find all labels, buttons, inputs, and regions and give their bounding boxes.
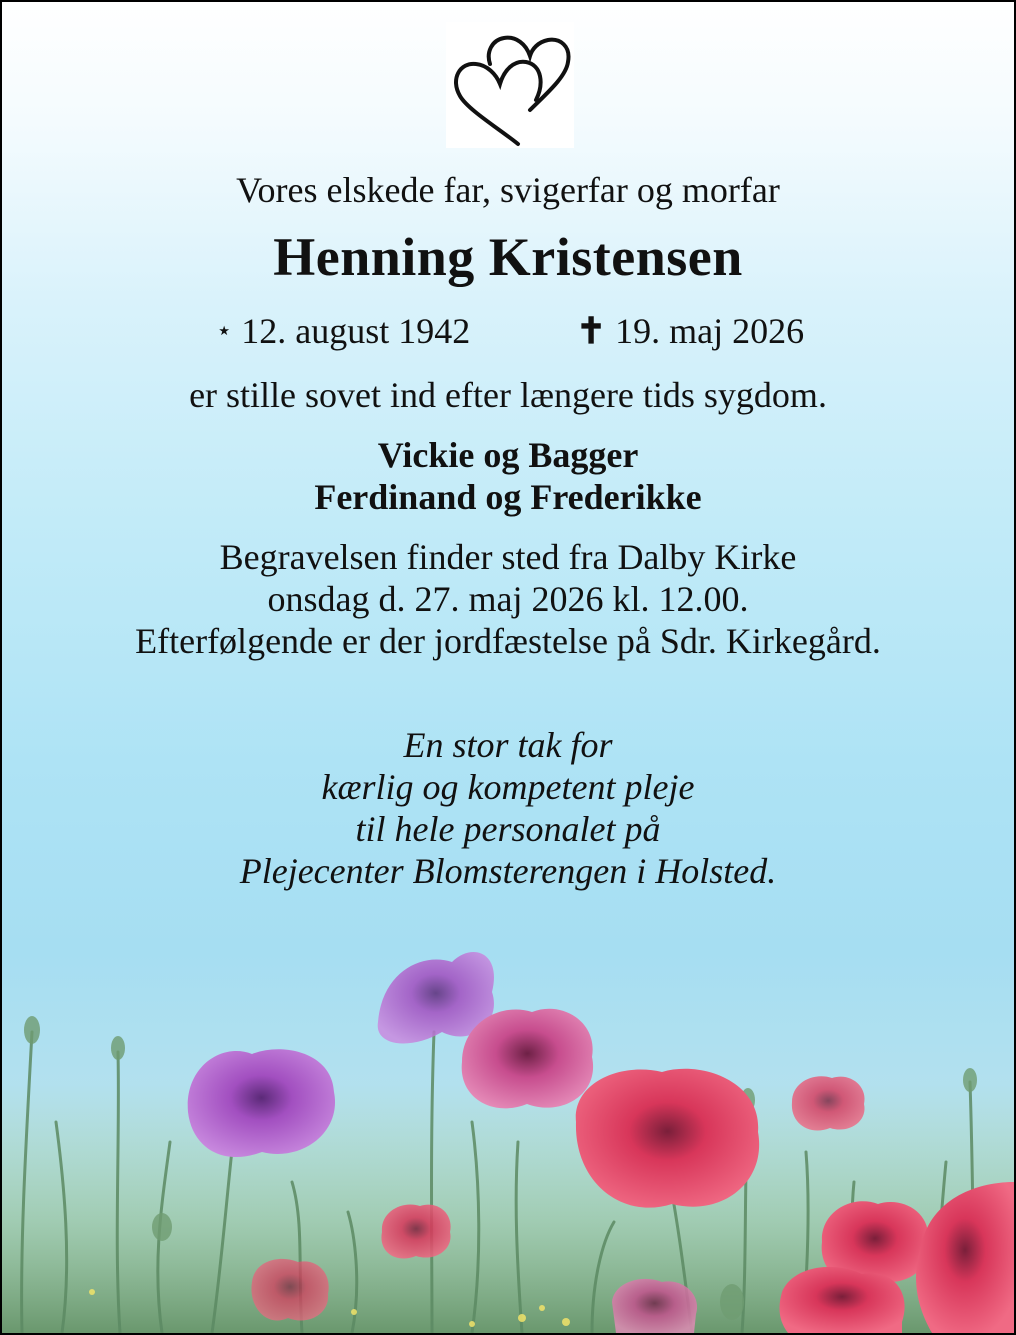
cross-icon: ✝ xyxy=(576,311,607,351)
passing-phrase: er stille sovet ind efter længere tids sygdom. xyxy=(189,375,827,415)
two-hearts-icon xyxy=(446,22,574,148)
thanks-line: til hele personalet på xyxy=(355,809,661,849)
star-icon: ⋆ xyxy=(216,316,233,345)
birth-date-text: 12. august 1942 xyxy=(241,311,471,351)
funeral-line: onsdag d. 27. maj 2026 kl. 12.00. xyxy=(267,579,749,619)
death-date-text: 19. maj 2026 xyxy=(615,311,805,351)
intro-text: Vores elskede far, svigerfar og morfar xyxy=(236,170,780,210)
thanks-line: kærlig og kompetent pleje xyxy=(321,767,695,807)
poppy-field-image xyxy=(2,882,1014,1333)
deceased-name: Henning Kristensen xyxy=(273,227,743,287)
life-dates xyxy=(2,310,1014,354)
thanks-line: Plejecenter Blomsterengen i Holsted. xyxy=(239,851,777,891)
birth-date xyxy=(216,310,470,352)
thanks-line: En stor tak for xyxy=(403,725,613,765)
death-date xyxy=(576,310,804,352)
family-line: Vickie og Bagger xyxy=(377,435,639,475)
family-line: Ferdinand og Frederikke xyxy=(314,477,702,517)
funeral-line: Efterfølgende er der jordfæstelse på Sdr. Kirkegård. xyxy=(135,621,881,661)
funeral-line: Begravelsen finder sted fra Dalby Kirke xyxy=(219,537,797,577)
